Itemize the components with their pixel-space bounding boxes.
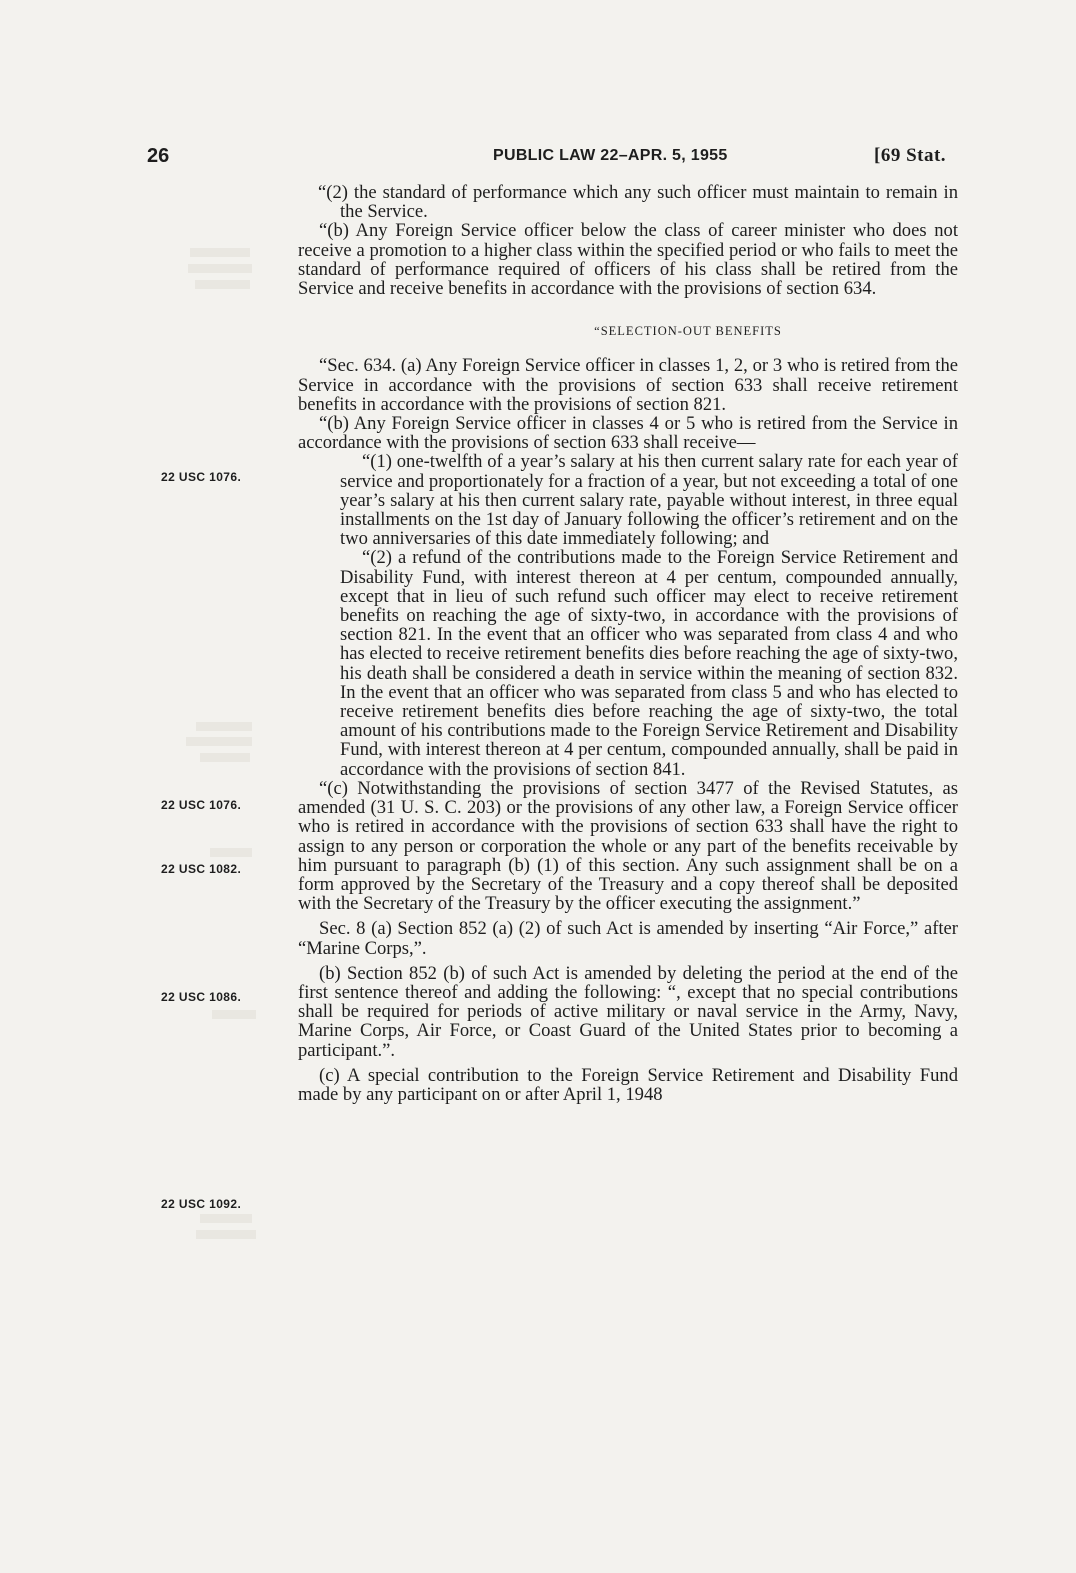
bleed-through-mark <box>186 737 252 746</box>
paragraph-b-2: “(2) a refund of the contributions made to the Foreign Service Retirement and Disability Fund, with interest thereon at 4 per centum, compounded annually, except that in lieu of such refund such officer may elect to receive retirement benefits on reaching the age of sixty-two, in accordance with the provisions of section 821. In the event that an officer who was separated from class 4 and who has elected to receive retirement benefits dies before reaching the age of sixty-two, his death shall be considered a death in service within the meaning of section 832. In the event that an officer who was separated from class 5 and who has elected to receive retirement benefits dies before reaching the age of sixty-two, the total amount of his contributions made to the Foreign Service Retirement and Disability Fund, with interest thereon at 4 per centum, compounded annually, shall be paid in accordance with the provisions of section 841. <box>340 547 958 780</box>
paragraph-sec-8-c: (c) A special contribution to the Foreign Service Retirement and Disability Fund made by any participant on or after April 1, 1948 <box>298 1064 958 1105</box>
paragraph-2-standard: “(2) the standard of performance which any such officer must maintain to remain in the Service. <box>318 182 958 223</box>
margin-citation: 22 USC 1076. <box>161 470 242 484</box>
margin-citation: 22 USC 1076. <box>161 798 242 812</box>
bleed-through-mark <box>212 1010 256 1019</box>
bleed-through-mark <box>195 280 250 289</box>
paragraph-sec-634-a: “Sec. 634. (a) Any Foreign Service officer in classes 1, 2, or 3 who is retired from the Service in accordance with the provisions of section 633 shall receive retirement benefits in accordance with the provisions of section 821. <box>298 355 958 415</box>
page-number: 26 <box>147 145 170 167</box>
bleed-through-mark <box>200 753 250 762</box>
paragraph-c-assignment: “(c) Notwithstanding the provisions of section 3477 of the Revised Statutes, as amended (31 U. S. C. 203) or the provisions of any other law, a Foreign Service officer who is retired in accordance with the provisions of section 633 shall have the right to assign to any person or corporation the whole or any part of the benefits receivable by him pursuant to paragraph (b) (1) of this section. Any such assignment shall be on a form approved by the Secretary of the Treasury and a copy thereof shall be deposited with the Secretary of the Treasury by the officer executing the assignment.” <box>298 777 958 915</box>
bleed-through-mark <box>196 1230 256 1239</box>
statute-reference: [69 Stat. <box>874 145 947 166</box>
bleed-through-mark <box>210 848 252 857</box>
running-title: PUBLIC LAW 22–APR. 5, 1955 <box>493 147 728 164</box>
margin-citation: 22 USC 1092. <box>161 1197 242 1211</box>
margin-citation: 22 USC 1086. <box>161 990 242 1004</box>
bleed-through-mark <box>200 1214 252 1223</box>
paragraph-sec-8-b: (b) Section 852 (b) of such Act is amended by deleting the period at the end of the first sentence thereof and adding the following: “, except that no special contributions shall be required for periods of active military or naval service in the Army, Navy, Marine Corps, Air Force, or Coast Guard of the United States prior to becoming a participant.”. <box>298 962 958 1061</box>
paragraph-b-retirement: “(b) Any Foreign Service officer below the class of career minister who does not receive a promotion to a higher class within the specified period or who fails to meet the standard of performance required of officers of his class shall be retired from the Service and receive benefits in accordance with the provisions of section 634. <box>298 220 958 300</box>
page-header <box>0 145 1076 173</box>
paragraph-b-1: “(1) one-twelfth of a year’s salary at his then current salary rate for each year of service and proportionately for a fraction of a year, but not exceeding a total of one year’s salary at his then current salary rate, payable without interest, in three equal installments on the 1st day of January following the officer’s retirement and on the two anniversaries of this date immediately following; and <box>340 451 958 550</box>
bleed-through-mark <box>190 248 250 257</box>
section-heading: “SELECTION-OUT BENEFITS <box>594 324 782 339</box>
paragraph-sec-8-a: Sec. 8 (a) Section 852 (a) (2) of such Act is amended by inserting “Air Force,” after “Marine Corps,”. <box>298 918 958 959</box>
bleed-through-mark <box>188 264 252 273</box>
body-text <box>298 183 958 1104</box>
margin-citation: 22 USC 1082. <box>161 862 242 876</box>
paragraph-sec-634-b: “(b) Any Foreign Service officer in classes 4 or 5 who is retired from the Service in accordance with the provisions of section 633 shall receive— <box>298 413 958 454</box>
bleed-through-mark <box>196 722 252 731</box>
